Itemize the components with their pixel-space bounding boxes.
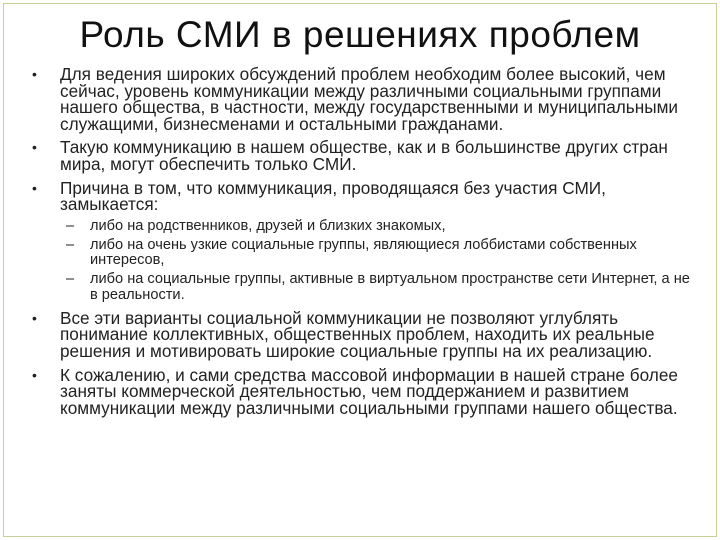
bullet-icon: •: [32, 179, 37, 196]
sub-list: [60, 219, 690, 303]
slide-body: [30, 66, 690, 423]
sub-item-text: либо на социальные группы, активные в виртуальном пространстве сети Интернет, а не в реальности.: [90, 271, 690, 303]
bullet-text: Причина в том, что коммуникация, проводящаяся без участия СМИ, замыкается:: [60, 177, 606, 215]
dash-icon: –: [66, 271, 75, 288]
sub-item-text: либо на очень узкие социальные группы, являющиеся лоббистами собственных интересов,: [90, 236, 637, 269]
sub-item: [60, 219, 690, 234]
bullet-item: [30, 307, 690, 361]
sub-item: [60, 272, 690, 302]
sub-item: [60, 238, 690, 268]
bullet-text: К сожалению, и сами средства массовой информации в нашей стране более заняты коммерческой деятельностью, чем поддержанием и развитием коммуникации между различными социальными группами нашего общества.: [60, 364, 678, 418]
bullet-text: Такую коммуникацию в нашем обществе, как и в большинстве других стран мира, могут обеспечить только СМИ.: [60, 137, 668, 174]
bullet-icon: •: [32, 309, 37, 326]
slide-title: Роль СМИ в решениях проблем: [79, 14, 641, 55]
bullet-item: [30, 66, 690, 132]
bullet-icon: •: [32, 66, 37, 82]
bullet-text: Для ведения широких обсуждений проблем необходим более высокий, чем сейчас, уровень коммуникации между различными социальными группами нашего общества, в частности, между государственными и муниципальными служащими, бизнесменами и остальными гражданами.: [60, 64, 679, 134]
bullet-item: [30, 177, 690, 303]
bullet-item: [30, 364, 690, 418]
bullet-text: Все эти варианты социальной коммуникации не позволяют углублять понимание коллективных, общественных проблем, находить их реальные решения и мотивировать широкие социальные группы на их реализацию.: [60, 307, 655, 361]
dash-icon: –: [66, 217, 75, 234]
dash-icon: –: [66, 236, 75, 253]
sub-item-text: либо на родственников, друзей и близких знакомых,: [90, 217, 446, 234]
bullet-icon: •: [32, 139, 37, 156]
bullet-item: [30, 139, 690, 172]
bullet-icon: •: [32, 366, 37, 383]
